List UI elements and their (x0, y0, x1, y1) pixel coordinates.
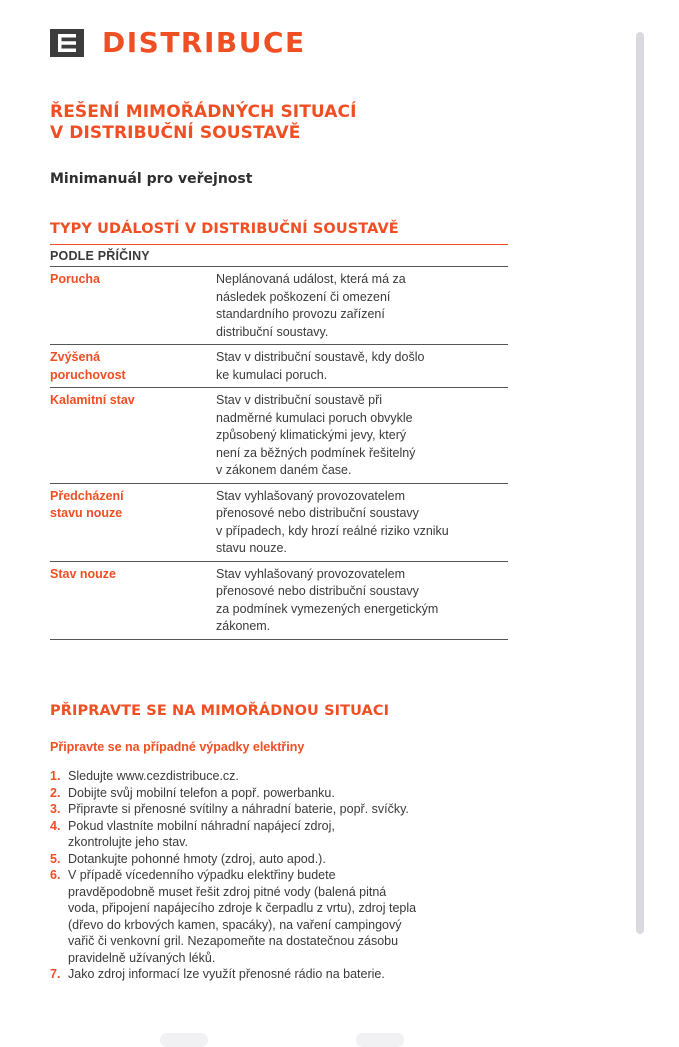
table-row (50, 484, 508, 562)
list-number: 6. (50, 868, 61, 882)
row-description: Stav v distribuční soustavě při nadměrné kumulaci poruch obvykle způsobený klimatickými jevy, který není za běžných podmínek řešitelný v zákonem daném čase. (216, 393, 416, 477)
subtitle: Minimanuál pro veřejnost (50, 171, 253, 187)
list-item (50, 801, 510, 818)
list-number: 7. (50, 967, 61, 981)
row-term: Stav nouze (50, 566, 116, 581)
table-row (50, 345, 508, 388)
list-number: 1. (50, 769, 61, 783)
row-term: Předcházení stavu nouze (50, 488, 124, 520)
table-row (50, 388, 508, 484)
vertical-scrollbar[interactable] (636, 32, 644, 934)
list-item (50, 785, 510, 802)
row-description: Stav vyhlašovaný provozovatelem přenosové nebo distribuční soustavy v případech, kdy hrozí reálné riziko vzniku stavu nouze. (216, 488, 449, 555)
event-types-table (50, 247, 508, 640)
table-row (50, 562, 508, 640)
list-text: Jako zdroj informací lze využít přenosné rádio na baterie. (68, 967, 385, 981)
row-description: Neplánovaná událost, která má za následek poškození či omezení standardního provozu zařízení distribuční soustavy. (216, 272, 406, 339)
list-item (50, 818, 510, 851)
list-item (50, 851, 510, 868)
list-number: 2. (50, 785, 61, 800)
title-line: ŘEŠENÍ MIMOŘÁDNÝCH SITUACÍ (50, 102, 357, 122)
bottom-control-left[interactable] (160, 1033, 208, 1047)
cez-logo-icon (50, 29, 84, 57)
prepare-subheading: Připravte se na případné výpadky elektřiny (50, 740, 305, 754)
list-text: Připravte si přenosné svítilny a náhradní baterie, popř. svíčky. (68, 802, 409, 816)
bottom-control-right[interactable] (356, 1033, 404, 1047)
section-heading-event-types: TYPY UDÁLOSTÍ V DISTRIBUČNÍ SOUSTAVĚ (50, 221, 399, 237)
row-term: Kalamitní stav (50, 393, 135, 407)
table-row (50, 267, 508, 345)
title-line: V DISTRIBUČNÍ SOUSTAVĚ (50, 123, 301, 143)
list-item (50, 867, 510, 966)
section-heading-prepare: PŘIPRAVTE SE NA MIMOŘÁDNOU SITUACI (50, 703, 390, 719)
list-number: 3. (50, 802, 61, 816)
section-divider (50, 244, 508, 245)
list-text: Dotankujte pohonné hmoty (zdroj, auto apod.). (68, 851, 326, 866)
row-term: Porucha (50, 272, 101, 286)
preparation-list (50, 768, 510, 983)
list-number: 4. (50, 818, 61, 833)
row-description: Stav v distribuční soustavě, kdy došlo ke kumulaci poruch. (216, 350, 425, 382)
row-term: Zvýšená poruchovost (50, 350, 126, 382)
brand-logo (50, 26, 306, 59)
brand-name: DISTRIBUCE (102, 26, 306, 59)
list-text: Sledujte www.cezdistribuce.cz. (68, 769, 239, 783)
list-text: V případě vícedenního výpadku elektřiny budete pravděpodobně muset řešit zdroj pitné vody (balená pitná voda, připojení napájecího zdroje k čerpadlu z vrtu), zdroj tepla (dřevo do krbových kamen, spacáky), na vaření campingový vařič či venkovní gril. Nezapomeňte na dostatečnou zásobu pravidelně užívaných léků. (68, 868, 417, 965)
list-number: 5. (50, 851, 61, 866)
list-item (50, 966, 510, 983)
page-title (50, 102, 357, 144)
row-description: Stav vyhlašovaný provozovatelem přenosové nebo distribuční soustavy za podmínek vymezených energetickým zákonem. (216, 566, 439, 633)
list-text: Pokud vlastníte mobilní náhradní napájecí zdroj, zkontrolujte jeho stav. (68, 818, 335, 849)
list-text: Dobijte svůj mobilní telefon a popř. powerbanku. (68, 785, 335, 800)
list-item (50, 768, 510, 785)
table-subheading: PODLE PŘÍČINY (50, 247, 508, 267)
